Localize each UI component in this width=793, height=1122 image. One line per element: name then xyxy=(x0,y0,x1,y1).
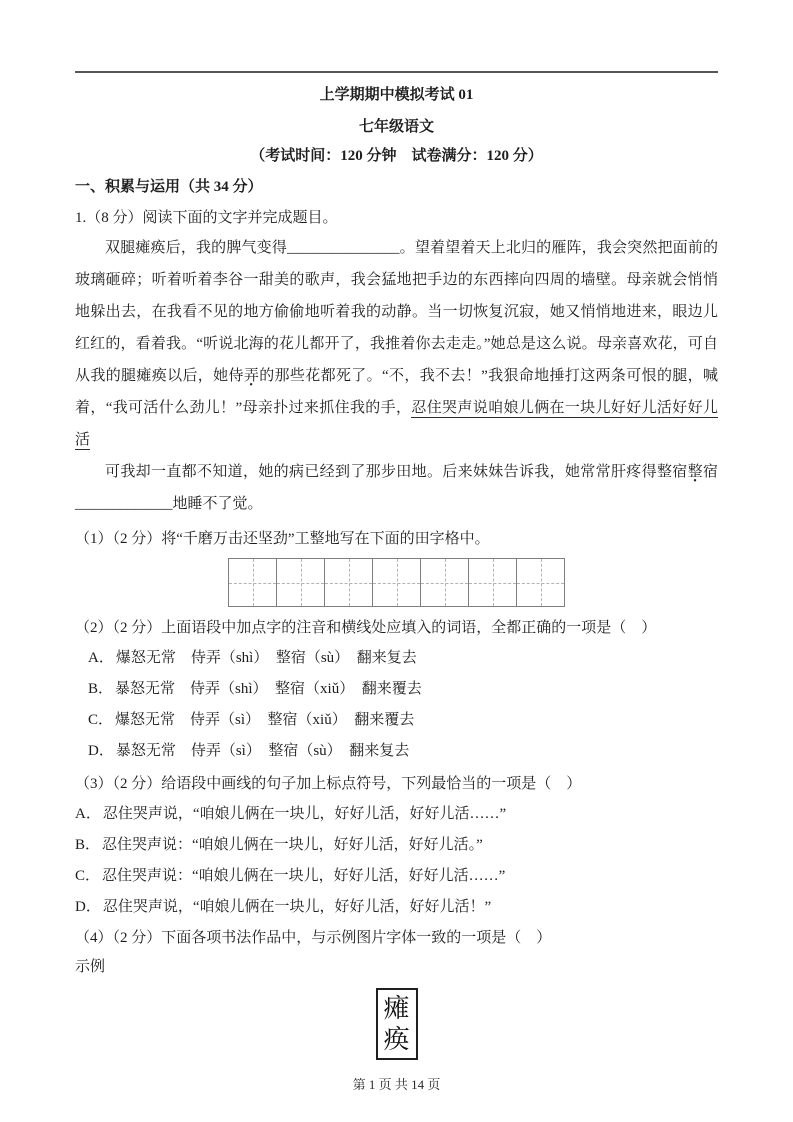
passage-paragraph-2 xyxy=(75,456,718,520)
tianzige-cell xyxy=(373,559,421,606)
passage-segment-dot: 侍 xyxy=(228,368,244,384)
sub-question-2-options xyxy=(75,647,718,763)
passage-segment-normal: 弄的那些花都死了。“不，我不去！”我狠命地捶打这两条可恨的腿，喊着，“我可活什么劲儿！”母亲扑过来抓住我的手， xyxy=(75,368,718,416)
option-3-a-label: A． xyxy=(75,806,101,822)
passage-segment-blank: _____________ xyxy=(75,496,173,512)
option-2-c-text: 爆怒无常 侍弄（sì） 整宿（xiǔ） 翻来覆去 xyxy=(115,712,415,728)
option-3-c-label: C． xyxy=(75,868,101,884)
option-2-b xyxy=(75,678,718,701)
sub-question-3-options xyxy=(75,803,718,919)
example-char-2: 痪 xyxy=(383,1025,410,1054)
doc-subtitle: 七年级语文 xyxy=(358,119,434,135)
sub-question-1-stem: （1）（2 分）将“千磨万击还坚劲”工整地写在下面的田字格中。 xyxy=(75,531,490,547)
sub-question-4-stem: （4）（2 分）下面各项书法作品中，与示例图片字体一致的一项是（ ） xyxy=(75,930,552,946)
page-content xyxy=(0,71,793,1093)
option-3-a-text: 忍住哭声说，“咱娘儿俩在一块儿，好好儿活，好好儿活……” xyxy=(102,806,507,822)
passage-segment-underline: 忍住哭声说咱娘儿俩在一块儿好好儿活好好儿活 xyxy=(75,400,718,448)
passage xyxy=(75,232,718,520)
sub-question-3-stem: （3）（2 分）给语段中画线的句子加上标点符号，下列最恰当的一项是（ ） xyxy=(75,776,582,792)
tianzige-cell xyxy=(325,559,373,606)
page-footer: 第 1 页 共 14 页 xyxy=(352,1077,441,1092)
exam-info: （考试时间：120 分钟 试卷满分：120 分） xyxy=(250,148,543,164)
tianzige-grid-wrap xyxy=(75,558,718,607)
option-2-b-text: 暴怒无常 侍弄（shì） 整宿（xiǔ） 翻来覆去 xyxy=(115,681,422,697)
passage-segment-normal: 地睡不了觉。 xyxy=(172,496,263,512)
question-1-stem: 1.（8 分）阅读下面的文字并完成题目。 xyxy=(75,210,338,226)
example-char-1: 瘫 xyxy=(383,994,410,1023)
sub-question-2-stem: （2）（2 分）上面语段中加点字的注音和横线处应填入的词语，全都正确的一项是（ ） xyxy=(75,620,657,636)
tianzige-cell xyxy=(229,559,277,606)
header-rule xyxy=(75,71,718,73)
option-2-d xyxy=(75,740,718,763)
tianzige-cell xyxy=(469,559,517,606)
option-3-d-label: D． xyxy=(75,899,101,915)
option-2-d-text: 暴怒无常 侍弄（sì） 整宿（sù） 翻来复去 xyxy=(115,743,410,759)
passage-segment-normal: 整宿 xyxy=(687,464,718,480)
option-3-b-text: 忍住哭声说：“咱娘儿俩在一块儿，好好儿活，好好儿活。” xyxy=(102,837,483,853)
passage-segment-normal: 。望着望着天上北归的雁阵，我会突然把面前的玻璃砸碎；听着听着李谷一甜美的歌声，我会猛地把手边的东西摔向四周的墙壁。母亲就会悄悄地躲出去，在我看不见的地方偷偷地听着我的动静。当一切恢复沉寂，她又悄悄地进来，眼边儿红红的，看着我。“听说北海的花儿都开了，我推着你去走走。”她总是这么说。母亲喜欢花，可自从我的腿瘫痪以后，她 xyxy=(75,240,718,384)
option-2-a xyxy=(75,647,718,670)
option-3-c xyxy=(75,865,718,888)
passage-segment-dot: 宿 xyxy=(672,464,688,480)
doc-title: 上学期期中模拟考试 01 xyxy=(319,87,474,103)
section-heading: 一、积累与运用（共 34 分） xyxy=(75,179,263,195)
option-3-b xyxy=(75,834,718,857)
passage-segment-normal: 可我却一直都不知道，她的病已经到了那步田地。后来妹妹告诉我，她常常肝疼得整 xyxy=(105,464,673,480)
tianzige-cell xyxy=(277,559,325,606)
option-3-b-label: B． xyxy=(75,837,101,853)
option-2-c xyxy=(75,709,718,732)
option-2-a-text: 爆怒无常 侍弄（shì） 整宿（sù） 翻来复去 xyxy=(115,650,417,666)
option-2-c-label: C． xyxy=(88,712,114,728)
passage-paragraph-1 xyxy=(75,232,718,456)
option-3-d-text: 忍住哭声说，“咱娘儿俩在一块儿，好好儿活，好好儿活！” xyxy=(102,899,492,915)
example-label: 示例 xyxy=(75,959,106,975)
tianzige-cell xyxy=(517,559,564,606)
calligraphy-example-box xyxy=(376,988,418,1060)
example-box-wrap xyxy=(75,988,718,1060)
tianzige-grid xyxy=(228,558,565,607)
option-2-d-label: D． xyxy=(88,743,114,759)
option-3-a xyxy=(75,803,718,826)
option-3-c-text: 忍住哭声说：“咱娘儿俩在一块儿，好好儿活，好好儿活……” xyxy=(102,868,506,884)
option-2-b-label: B． xyxy=(88,681,114,697)
option-2-a-label: A． xyxy=(88,650,114,666)
tianzige-cell xyxy=(421,559,469,606)
passage-segment-normal: 双腿瘫痪后，我的脾气变得 xyxy=(105,240,287,256)
option-3-d xyxy=(75,896,718,919)
passage-segment-blank: _______________ xyxy=(287,240,400,256)
